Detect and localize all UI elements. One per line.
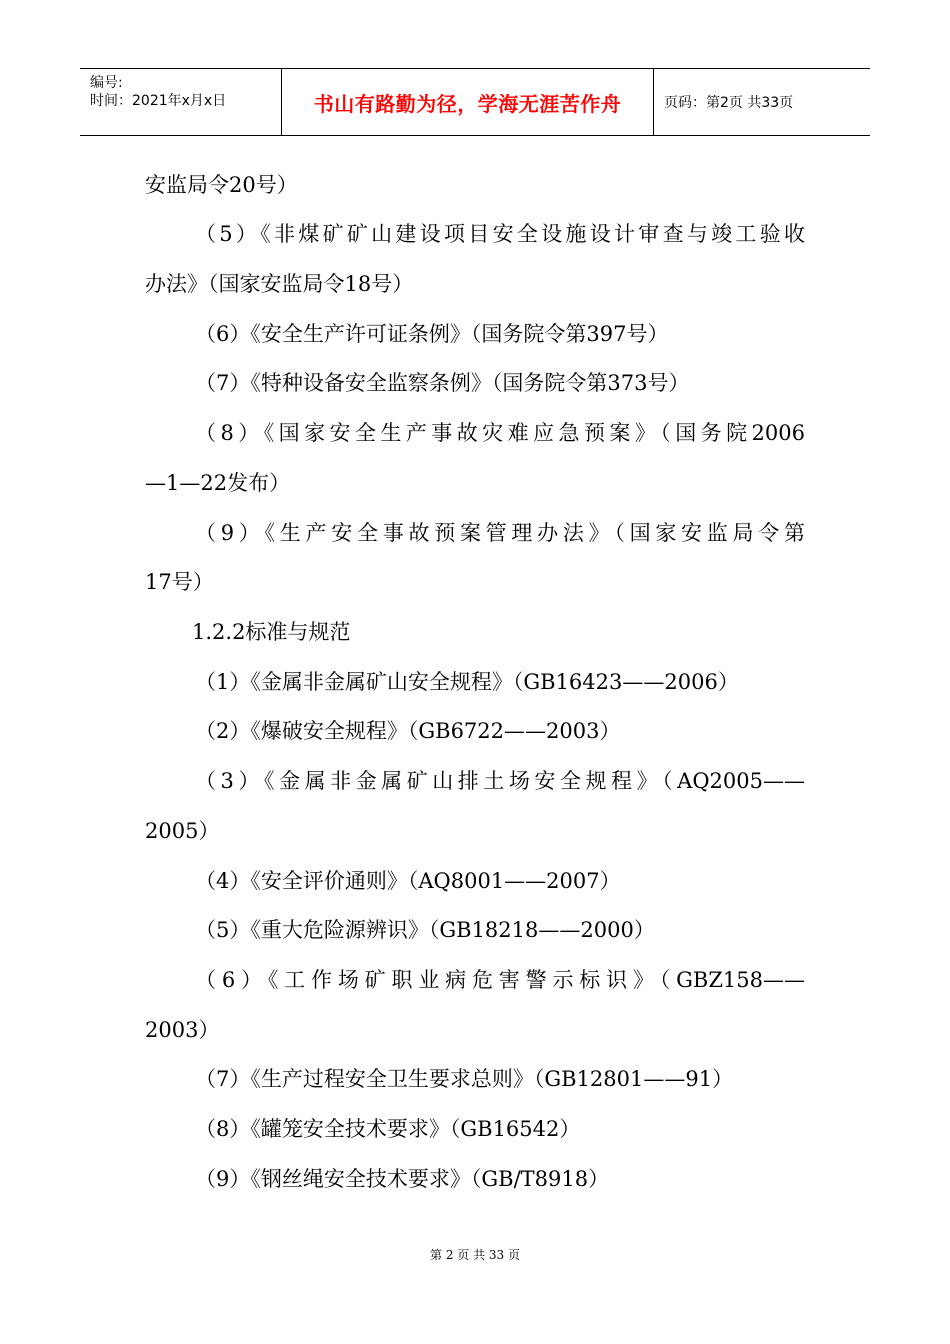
- body-line: （5）《非煤矿矿山建设项目安全设施设计审查与竣工验收: [195, 222, 805, 246]
- body-line: （8）《国家安全生产事故灾难应急预案》（国务院2006: [195, 421, 805, 445]
- body-line: 17号）: [145, 570, 214, 594]
- body-line: （7）《生产过程安全卫生要求总则》（GB12801——91）: [195, 1067, 734, 1091]
- header-meta-cell: [80, 69, 282, 135]
- header-page-cell: [654, 69, 870, 135]
- body-line: （9）《钢丝绳安全技术要求》（GB/T8918）: [195, 1167, 610, 1191]
- header-slogan-cell: [282, 69, 654, 135]
- body-line: （4）《安全评价通则》（AQ8001——2007）: [195, 869, 621, 893]
- body-line: 2003）: [145, 1018, 220, 1042]
- body-line: （3）《金属非金属矿山排土场安全规程》（AQ2005——: [195, 769, 805, 793]
- body-line: （6）《工作场矿职业病危害警示标识》（GBZ158——: [195, 968, 805, 992]
- body-line: —1—22发布）: [145, 471, 291, 495]
- body-line: （8）《罐笼安全技术要求》（GB16542）: [195, 1117, 581, 1141]
- body-line: （5）《重大危险源辨识》（GB18218——2000）: [195, 918, 655, 942]
- document-date: 时间：2021年x月x日: [90, 93, 227, 109]
- body-line: （6）《安全生产许可证条例》（国务院令第397号）: [195, 322, 669, 346]
- body-line: 安监局令20号）: [145, 173, 298, 197]
- section-heading: 1.2.2标准与规范: [192, 620, 351, 644]
- page-footer: 第 2 页 共 33 页: [430, 1248, 520, 1262]
- header-slogan: 书山有路勤为径，学海无涯苦作舟: [313, 91, 622, 116]
- body-line: （1）《金属非金属矿山安全规程》（GB16423——2006）: [195, 670, 739, 694]
- body-line: 办法》（国家安监局令18号）: [145, 272, 414, 296]
- body-line: （7）《特种设备安全监察条例》（国务院令第373号）: [195, 371, 690, 395]
- document-number-label: 编号:: [90, 75, 123, 91]
- body-line: 2005）: [145, 819, 220, 843]
- page-header: [80, 68, 870, 136]
- body-line: （2）《爆破安全规程》（GB6722——2003）: [195, 719, 621, 743]
- body-line: （9）《生产安全事故预案管理办法》（国家安监局令第: [195, 521, 805, 545]
- header-page-info: 页码：第2页 共33页: [664, 95, 794, 111]
